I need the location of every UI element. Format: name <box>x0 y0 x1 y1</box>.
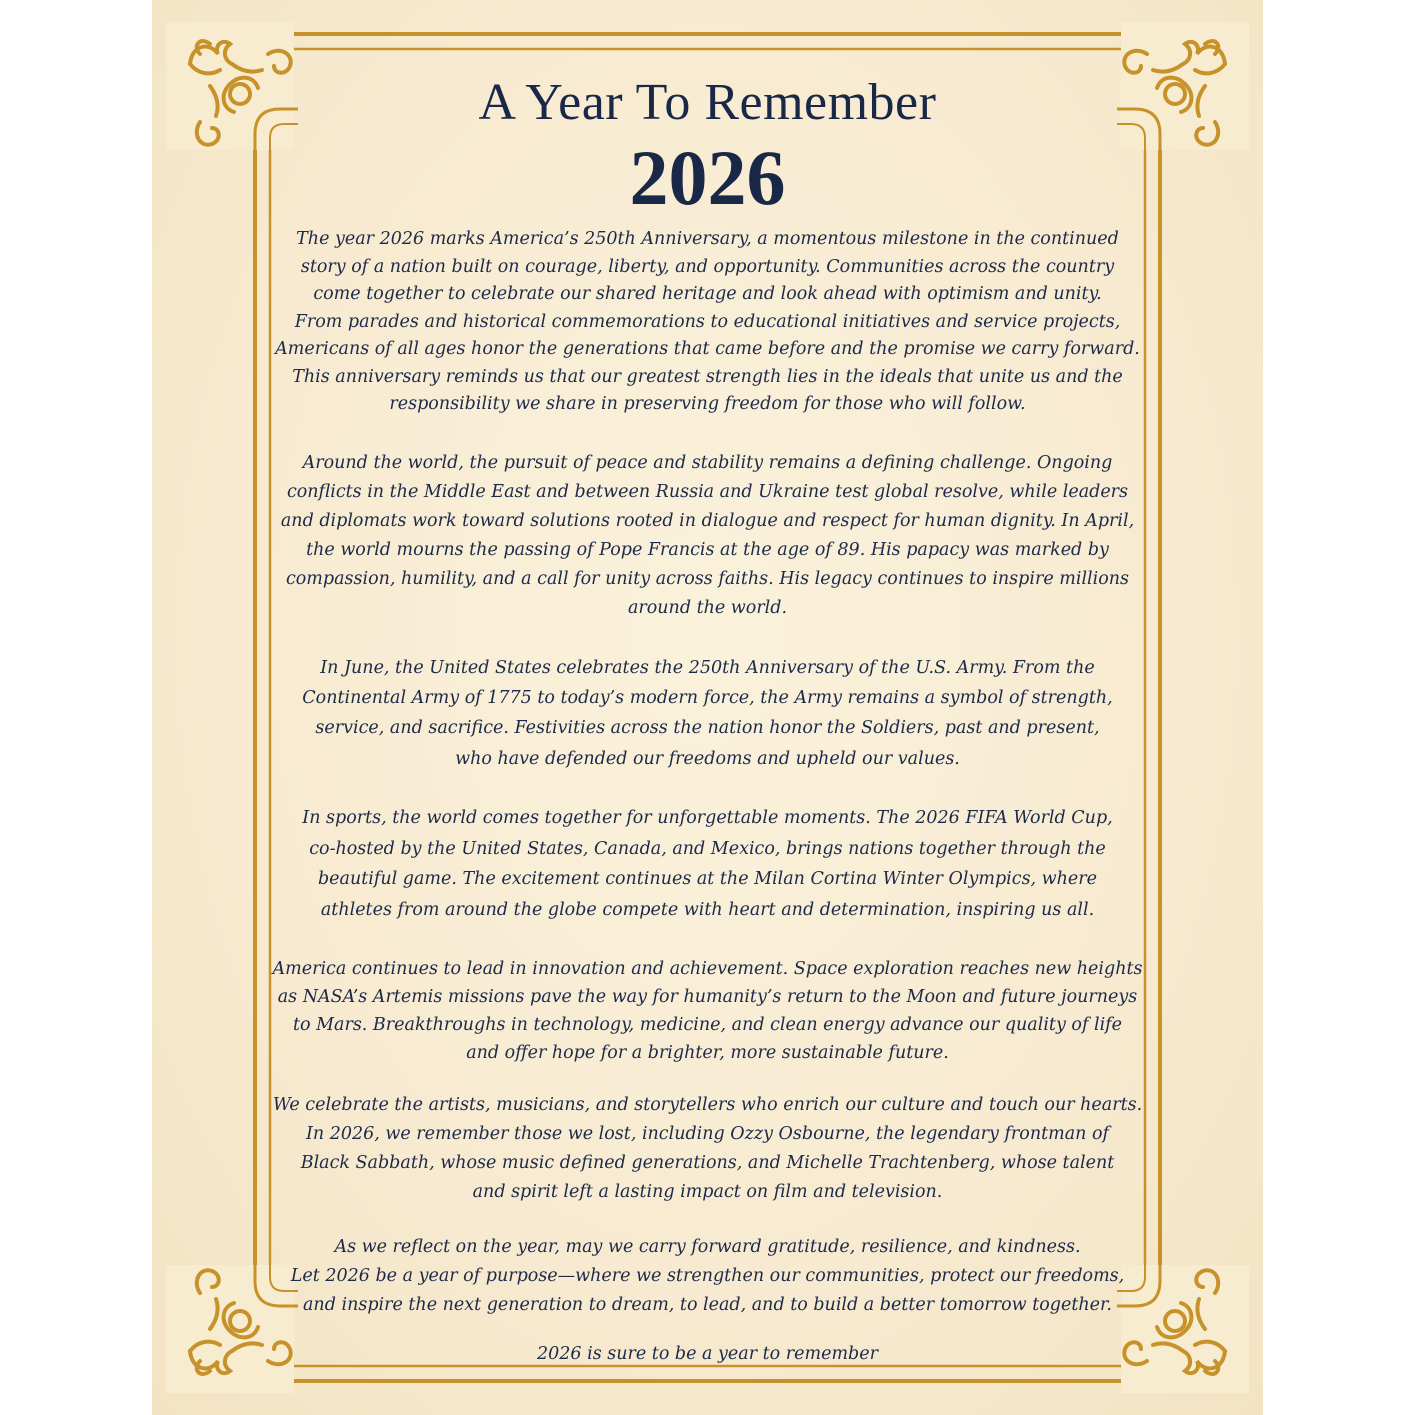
closing-line: 2026 is sure to be a year to remember <box>537 1344 878 1364</box>
paragraph-army: In June, the United States celebrates the 250th Anniversary of the U.S. Army. From the Continental Army of 1775 to today’s modern force, the Army remains a symbol of strength, service, and sacrifice. Festivities across the nation honor the Soldiers, past and present, who have defended our freedoms and upheld our values. <box>302 658 1113 769</box>
paragraph-world-events: Around the world, the pursuit of peace and stability remains a defining challenge. Ongoing conflicts in the Middle East and between Russia and Ukraine test global resolve, while leaders and diplomats work toward solutions rooted in dialogue and respect for human dignity. In April, the world mourns the passing of Pope Francis at the age of 89. His papacy was marked by compassion, humility, and a call for unity across faiths. His legacy continues to inspire millions around the world. <box>280 453 1135 618</box>
paragraph-sports: In sports, the world comes together for unforgettable moments. The 2026 FIFA World Cup, co-hosted by the United States, Canada, and Mexico, brings nations together through the beautiful game. The excitement continues at the Milan Cortina Winter Olympics, where athletes from around the globe compete with heart and determination, inspiring us all. <box>302 808 1113 920</box>
document-title: A Year To Remember <box>478 74 937 131</box>
paragraph-reflection: As we reflect on the year, may we carry forward gratitude, resilience, and kindness. Let 2026 be a year of purpose—where we strengthen our communities, protect our freedoms, and inspire the next generation to dream, to lead, and to build a better tomorrow together. <box>290 1237 1125 1315</box>
paragraph-innovation: America continues to lead in innovation and achievement. Space exploration reaches new heights as NASA’s Artemis missions pave the way for humanity’s return to the Moon and future journeys to Mars. Breakthroughs in technology, medicine, and clean energy advance our quality of life and offer hope for a brighter, more sustainable future. <box>272 959 1143 1063</box>
parchment-page <box>152 0 1263 1415</box>
document-year: 2026 <box>629 134 786 221</box>
paragraph-culture: We celebrate the artists, musicians, and storytellers who enrich our culture and touch our hearts. In 2026, we remember those we lost, including Ozzy Osbourne, the legendary frontman of Black Sabbath, whose music defined generations, and Michelle Trachtenberg, whose talent and spirit left a lasting impact on film and television. <box>272 1095 1143 1202</box>
paragraph-anniversary: The year 2026 marks America’s 250th Anniversary, a momentous milestone in the continued story of a nation built on courage, liberty, and opportunity. Communities across the country come together to celebrate our shared heritage and look ahead with optimism and unity. From parades and historical commemorations to educational initiatives and service projects, Americans of all ages honor the generations that came before and the promise we carry forward. This anniversary reminds us that our greatest strength lies in the ideals that unite us and the responsibility we share in preserving freedom for those who will follow. <box>275 229 1140 414</box>
